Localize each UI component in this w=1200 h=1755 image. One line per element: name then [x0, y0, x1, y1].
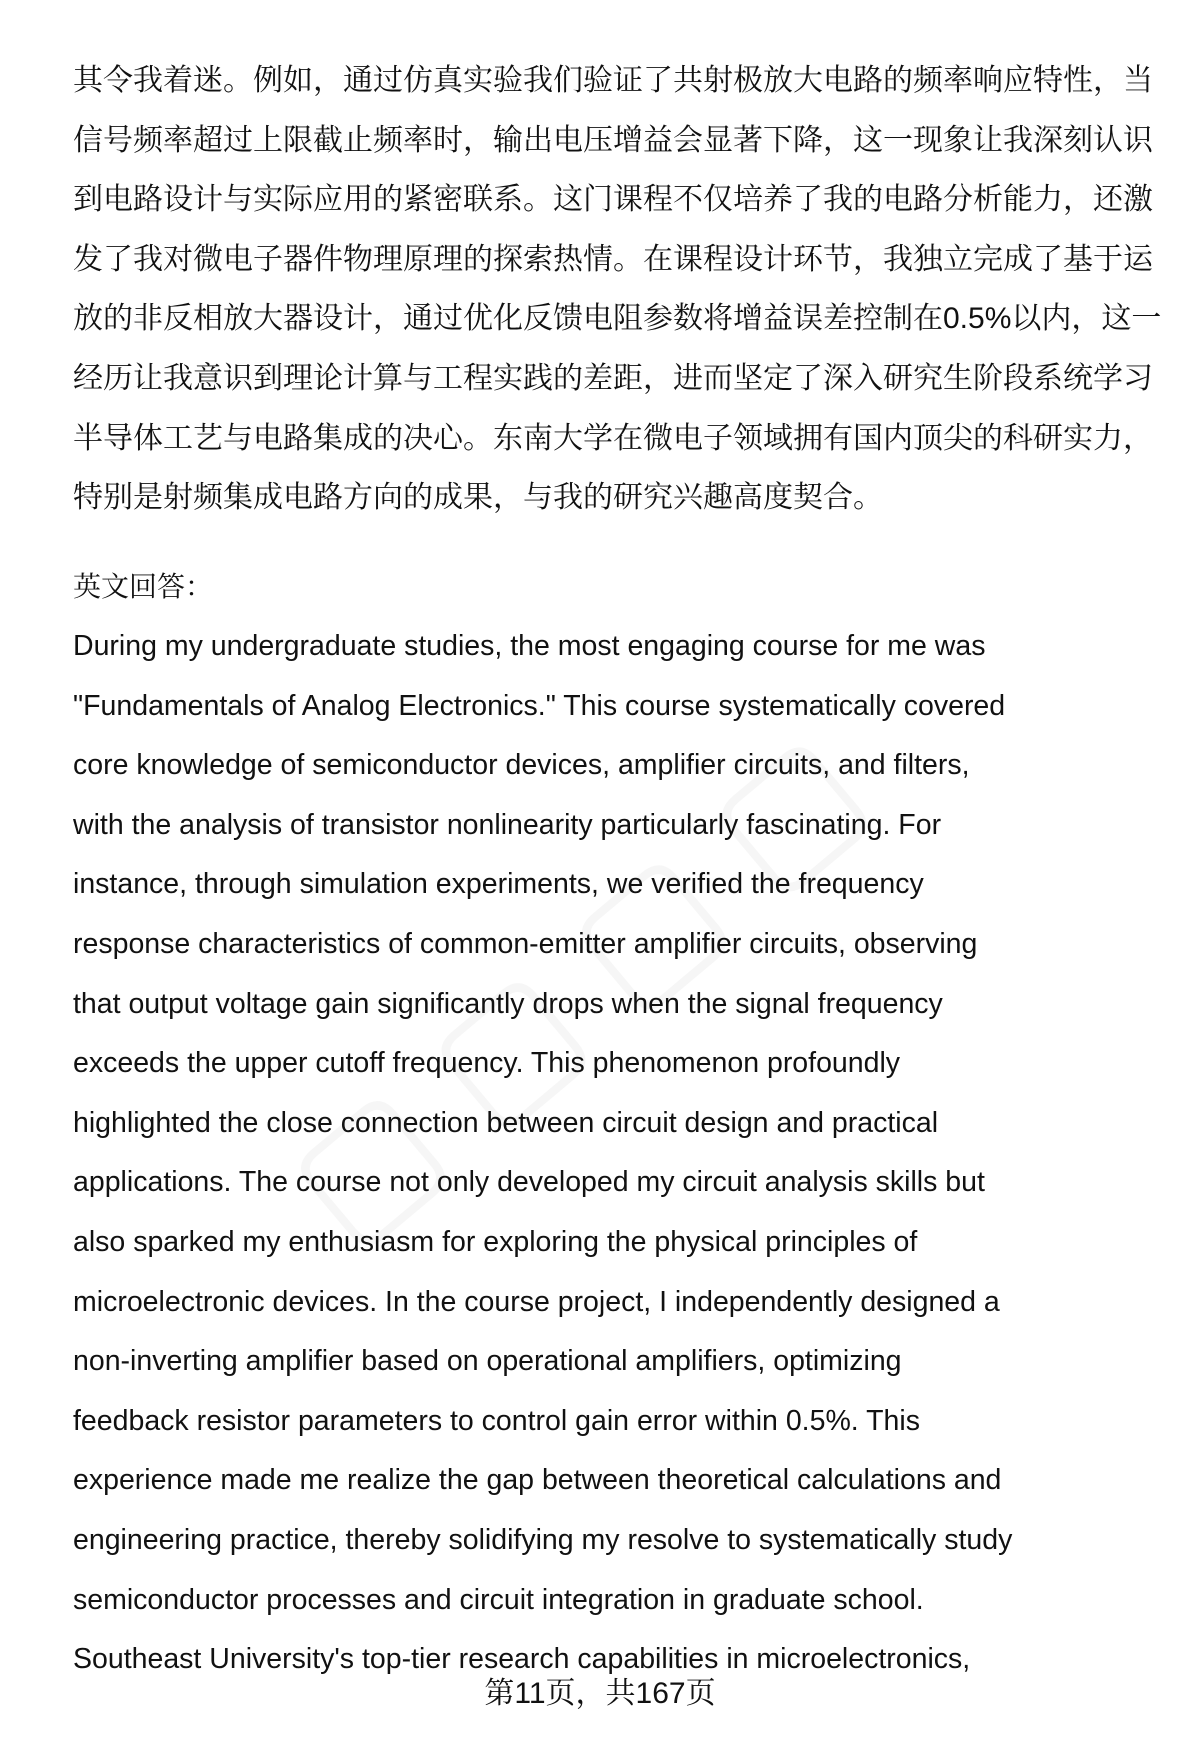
text-line: applications. The course not only developed my circuit analysis skills but — [73, 1166, 985, 1199]
text-line: "Fundamentals of Analog Electronics." This course systematically covered — [73, 689, 1006, 722]
text-line: During my undergraduate studies, the most engaging course for me was — [73, 630, 986, 662]
text-line: non-inverting amplifier based on operational amplifiers, optimizing — [73, 1345, 902, 1378]
text-line: engineering practice, thereby solidifying my resolve to systematically study — [73, 1523, 1013, 1556]
text-line: semiconductor processes and circuit integration in graduate school. — [73, 1583, 924, 1616]
text-line: feedback resistor parameters to control gain error within 0.5%. This — [73, 1404, 920, 1437]
text-line: response characteristics of common-emitter amplifier circuits, observing — [73, 927, 978, 960]
text-line: core knowledge of semiconductor devices, amplifier circuits, and filters, — [73, 749, 970, 782]
text-line: 经历让我意识到理论计算与工程实践的差距，进而坚定了深入研究生阶段系统学习 — [73, 361, 1153, 395]
page-indicator: 第11页，共167页 — [484, 1677, 716, 1710]
text-line: microelectronic devices. In the course project, I independently designed a — [73, 1285, 1000, 1318]
english-answer-paragraph — [73, 617, 1012, 1690]
english-answer-label: 英文回答： — [73, 571, 214, 602]
text-line: also sparked my enthusiasm for exploring the physical principles of — [73, 1225, 918, 1258]
text-line: 信号频率超过上限截止频率时，输出电压增益会显著下降，这一现象让我深刻认识 — [73, 123, 1153, 157]
text-line: 半导体工艺与电路集成的决心。东南大学在微电子领域拥有国内顶尖的科研实力， — [73, 421, 1153, 455]
text-line: 到电路设计与实际应用的紧密联系。这门课程不仅培养了我的电路分析能力，还激 — [73, 183, 1153, 217]
text-line: 放的非反相放大器设计，通过优化反馈电阻参数将增益误差控制在0.5%以内，这一 — [73, 302, 1162, 336]
chinese-answer-paragraph — [73, 51, 1161, 528]
text-line: 发了我对微电子器件物理原理的探索热情。在课程设计环节，我独立完成了基于运 — [73, 242, 1153, 276]
text-line: experience made me realize the gap between theoretical calculations and — [73, 1464, 1002, 1497]
text-line: Southeast University's top-tier research capabilities in microelectronics, — [73, 1643, 971, 1676]
text-line: exceeds the upper cutoff frequency. This phenomenon profoundly — [73, 1047, 901, 1080]
text-line: that output voltage gain significantly drops when the signal frequency — [73, 987, 943, 1020]
text-line: highlighted the close connection between circuit design and practical — [73, 1106, 939, 1139]
text-line: 特别是射频集成电路方向的成果，与我的研究兴趣高度契合。 — [73, 481, 883, 515]
text-line: with the analysis of transistor nonlinearity particularly fascinating. For — [73, 808, 942, 841]
text-line: instance, through simulation experiments, we verified the frequency — [73, 868, 924, 901]
text-line: 其令我着迷。例如，通过仿真实验我们验证了共射极放大电路的频率响应特性，当 — [73, 64, 1153, 97]
